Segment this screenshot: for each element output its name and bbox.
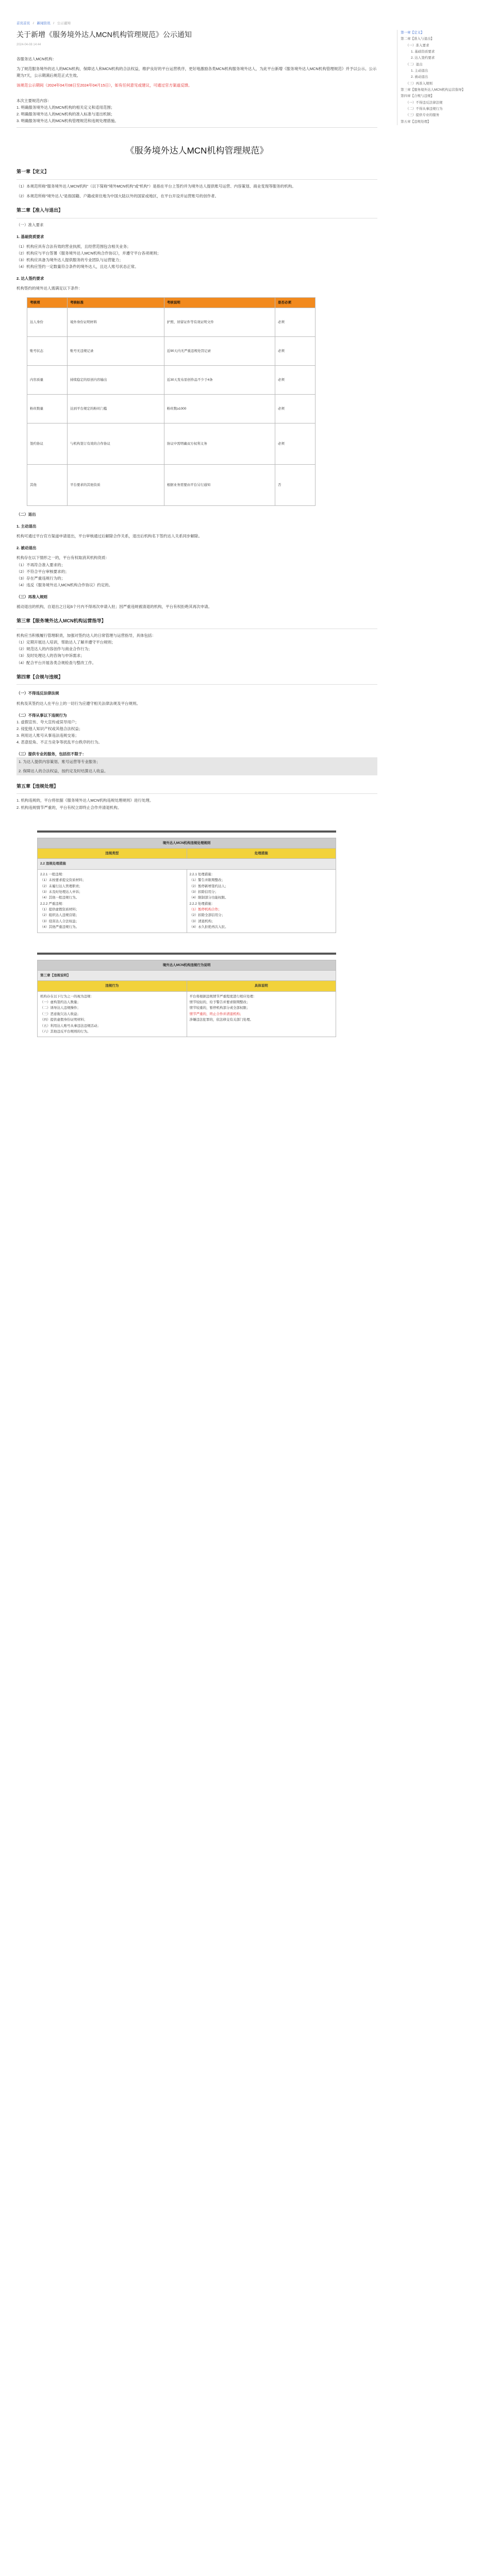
chapter-paragraph: 机构签约的境外达人需满足以下条件：: [16, 286, 82, 291]
table-section-label: 第三章【违规说明】: [38, 970, 336, 980]
table-cell-line: （1）未按要求提交资质材料；: [40, 878, 86, 883]
chapter-paragraph: 1. 机构违规的，平台将依据《服务境外达人MCN机构违规处理规则》进行处理。: [16, 798, 154, 803]
list-item: （4）违反《服务境外达人MCN机构合作协议》约定的。: [16, 582, 113, 587]
subsection-heading: 2. 被动退出: [16, 546, 37, 551]
toc-item[interactable]: 1. 基础资质要求: [411, 50, 435, 54]
list-item: （3）机构应具备为境外达人提供服务的专业团队与运营能力；: [16, 258, 123, 263]
table-cell: 近30天发布原创作品不少于4条: [164, 365, 275, 394]
table-cell: 其他: [27, 464, 68, 505]
table-section-label: 2.2 违规处理措施: [38, 859, 336, 869]
table-header: 考核标准: [68, 297, 164, 308]
table-header: 违规行为: [38, 981, 187, 991]
intro-paragraph: 为了规范服务境外的达人的MCN机构，保障达人和MCN机构的合法权益，维护良好的平台运营秩序，更好地激励各类MCN机构服务境外达人，为此平台新增《服务境外达人MCN机构管理规范》并予以公示。公示期为7天，公示期满后规范正式生效。: [16, 66, 377, 78]
list-item: （1）不再符合准入要求的；: [16, 562, 65, 567]
list-item: 2. 侵犯他人知识产权或其他合法权益；: [16, 726, 83, 731]
divider-bar: [37, 953, 336, 955]
table-row: [38, 869, 336, 933]
table-row: [27, 308, 316, 336]
table-cell-line: 2.2.2 严重违规：: [40, 902, 65, 906]
table-header: 考核说明: [164, 297, 275, 308]
divider: [16, 127, 377, 128]
table-cell-line: （3）扣除信用分；: [189, 890, 219, 894]
breadcrumb-current: 公示通知: [57, 22, 71, 25]
table-cell: 必须: [275, 423, 315, 464]
divider-bar: [37, 831, 336, 833]
toc-item[interactable]: 第一章【定义】: [401, 31, 424, 35]
table-cell-line: （4）限制部分功能权限。: [189, 896, 228, 900]
table-cell: 近90天内无严重违规处罚记录: [164, 336, 275, 365]
table-cell-line: （一）虚构签约达人数量；: [40, 1001, 80, 1005]
section-heading: （一）准入要求: [16, 222, 44, 227]
table-cell-line: （1）警告并限期整改；: [189, 878, 225, 883]
list-item: （2）机构应与平台签署《服务境外达人MCN机构合作协议》，并遵守平台各项规则；: [16, 250, 161, 256]
list-item: （3）存在严重违规行为的；: [16, 575, 65, 581]
table-cell: 必须: [275, 308, 315, 336]
doc-title: 《服务境外达人MCN机构管理规范》: [125, 146, 269, 156]
table-cell: 护照、居留证件等有效证明文件: [164, 308, 275, 336]
table-header: 处理措施: [187, 849, 336, 859]
intro-summary-item: 2. 明确服务境外达人的MCN机构的准入标准与退出机制；: [16, 111, 115, 116]
table-cell-line: （二）诱导达人违规操作；: [40, 1006, 80, 1010]
toc-item[interactable]: 第五章【违规处理】: [401, 120, 431, 124]
chapter-paragraph: （1）本规范所称"服务境外达人MCN机构"（以下简称"境外MCN机构"或"机构"）是指在平台上签约并为境外达人提供账号运营、内容策划、商业变现等服务的机构。: [16, 183, 296, 189]
table-header: 具体说明: [187, 981, 336, 991]
table-cell-line: 涉嫌违法犯罪的，依法移交有关部门处理。: [189, 1018, 253, 1022]
list-item: （3）及时处理达人的咨询与申诉需求；: [16, 653, 85, 658]
table-header: 违规类型: [38, 849, 187, 859]
intro-notice: 该规范公示期间（2024年04月08日至2024年04月15日），如有任何意见或建议，可通过官方渠道反馈。: [16, 83, 192, 88]
chapter-paragraph: 被动退出的机构，自退出之日起6个月内不得再次申请入驻；因严重违规被清退的机构，平台有权拒绝其再次申请。: [16, 604, 212, 609]
chapter-paragraph: 机构存在以下情形之一的，平台有权取消其机构资质：: [16, 555, 109, 561]
table-row: [27, 394, 316, 423]
chapter-heading: 第二章【准入与退出】: [16, 207, 63, 213]
toc-item[interactable]: 2. 达人签约要求: [411, 56, 435, 60]
toc-item[interactable]: 第四章【合规与违规】: [401, 94, 434, 98]
table-row: [27, 423, 316, 464]
table-cell-line: （4）永久拒绝再次入驻。: [189, 925, 228, 929]
toc-item[interactable]: （一）不得违反法律法规: [406, 100, 443, 105]
publish-date: 2024-04-08 14:44: [16, 43, 41, 46]
table-cell: 必须: [275, 394, 315, 423]
main-content: [16, 30, 377, 1042]
table-cell: 持续稳定的原创内容输出: [68, 365, 164, 394]
breadcrumb-sep: /: [32, 22, 34, 25]
table-cell: 境外身份证明材料: [68, 308, 164, 336]
table-cell: 粉丝数量: [27, 394, 68, 423]
table-cell: 账号无违规记录: [68, 336, 164, 365]
section-heading: （二）退出: [16, 512, 36, 517]
table-header: 是否必须: [275, 297, 315, 308]
table-cell-line: （3）清退机构；: [189, 919, 215, 923]
toc-item[interactable]: （一）准入要求: [406, 43, 429, 47]
table-cell: 协议中需明确双方权利义务: [164, 423, 275, 464]
intro-summary-item: 1. 明确服务境外达人的MCN机构的相关定义和适用范围；: [16, 105, 115, 110]
intro-greeting: 各服务达人MCN机构：: [16, 57, 57, 62]
breadcrumb-section[interactable]: 新闻资讯: [37, 22, 51, 25]
toc-item[interactable]: 第三章【服务境外达人MCN机构运营指导】: [401, 88, 466, 92]
table-cell: 与机构签订有效的合作协议: [68, 423, 164, 464]
table-cell-line: 情节较轻的，给予警告并要求限期整改；: [189, 1001, 250, 1005]
subsection-heading: （三）提供专业的服务，包括但不限于：: [16, 752, 86, 757]
chapter-paragraph: 2. 机构违规情节严重的，平台有权立即终止合作并清退机构。: [16, 805, 122, 810]
table-cell: 签约协议: [27, 423, 68, 464]
subsection-heading: （二）不得从事以下违规行为: [16, 713, 67, 718]
table-cell: 根据业务需要由平台另行通知: [164, 464, 275, 505]
table-cell: 必须: [275, 365, 315, 394]
divider: [16, 684, 377, 685]
violation-handling-table: [37, 838, 336, 933]
table-cell: 达到平台规定的粉丝门槛: [68, 394, 164, 423]
table-cell-line: （2）组织达人违规营销；: [40, 913, 79, 918]
list-item: （2）不符合平台审核要求的；: [16, 569, 69, 574]
list-item: （4）机构应签约一定数量符合条件的境外达人，且达人账号状态正常。: [16, 264, 139, 269]
table-of-contents: [397, 30, 490, 125]
table-row: [27, 464, 316, 505]
table-cell: 达人身份: [27, 308, 68, 336]
page-title: 关于新增《服务境外达人MCN机构管理规范》公示通知: [16, 30, 192, 39]
intro-summary-label: 本次主要规范内容：: [16, 98, 52, 103]
chapter-heading: 第四章【合规与违规】: [16, 674, 63, 680]
list-item: （1）机构应具有合法有效的营业执照，且经营范围包含相关业务；: [16, 244, 131, 249]
breadcrumb: [16, 21, 73, 26]
list-item: 1. 虚假宣传、夸大宣传或误导用户；: [16, 719, 79, 724]
table-cell-line: （五）利用达人账号从事违法违规活动；: [40, 1024, 101, 1028]
table-cell-line: （2）扣除全部信用分；: [189, 913, 225, 918]
chapter-heading: 第三章【服务境外达人MCN机构运营指导】: [16, 618, 106, 624]
subsection-heading: （一）不得违反法律法规: [16, 691, 59, 696]
table-row: [38, 991, 336, 1037]
list-item: （2）规范达人的内容创作与商业合作行为；: [16, 647, 92, 652]
subsection-heading: 1. 基础资质要求: [16, 234, 44, 239]
list-item: （4）配合平台开展各类合规检查与整改工作。: [16, 660, 96, 665]
list-item: （1）定期开展达人培训，帮助达人了解并遵守平台规则；: [16, 640, 115, 645]
table-cell: 平台要求的其他资质: [68, 464, 164, 505]
table-cell: 否: [275, 464, 315, 505]
table-cell-line: 机构存在以下行为之一的视为违规：: [40, 994, 94, 998]
subsection-heading: 2. 达人签约要求: [16, 276, 44, 281]
table-cell-line: （3）侵害达人合法权益；: [40, 919, 79, 923]
list-item: 3. 利用达人账号从事违法违规交易；: [16, 733, 79, 738]
table-cell-line: （2）未履行达人管理职责；: [40, 884, 82, 888]
table-caption: 境外达人MCN机构违规行为说明: [38, 960, 336, 970]
chapter-paragraph: 机构及其签约达人在平台上的一切行为应遵守相关法律法规及平台规则。: [16, 701, 140, 706]
list-item: 1. 为达人提供内容策划、账号运营等专业服务；: [16, 757, 377, 766]
chapter-paragraph: 机构可通过平台官方渠道申请退出，平台审核通过后解除合作关系，退出后机构名下签约达人关系同步解除。: [16, 534, 202, 539]
table-cell-line: 2.2.1 处理措施：: [189, 872, 215, 876]
requirements-table: [27, 297, 316, 506]
table-cell-line: （1）提供虚假资质材料；: [40, 908, 79, 912]
table-row: [27, 336, 316, 365]
table-cell-line: （三）恶意拖欠达人收益；: [40, 1012, 80, 1016]
table-cell-line: 平台将根据违规情节严重程度进行相应处理：: [189, 994, 257, 998]
violation-description-table: [37, 960, 336, 1038]
table-cell: 账号状态: [27, 336, 68, 365]
table-cell: 必须: [275, 336, 315, 365]
chapter-paragraph: （2）本规范所称"境外达人"是指国籍、户籍或常住地为中国大陆以外的国家或地区，在平台开设并运营账号的创作者。: [16, 193, 219, 198]
table-cell-line: （4）其他一般违规行为。: [40, 896, 79, 900]
table-caption: 境外达人MCN机构违规处理规则: [38, 838, 336, 848]
divider: [16, 179, 377, 180]
table-cell-line: 2.2.1 一般违规：: [40, 872, 65, 876]
table-cell-line: （四）提供虚假身份证明材料；: [40, 1018, 87, 1022]
table-cell: 内容质量: [27, 365, 68, 394]
table-row: [27, 365, 316, 394]
breadcrumb-home[interactable]: 首页首页: [16, 22, 30, 25]
table-cell-line: （六）其他违反平台规则的行为。: [40, 1029, 91, 1033]
breadcrumb-sep: /: [53, 22, 55, 25]
subsection-heading: 1. 主动退出: [16, 524, 37, 529]
toc-item[interactable]: （二）退出: [406, 62, 423, 66]
divider: [16, 793, 377, 794]
table-cell-line: （4）其他严重违规行为。: [40, 925, 79, 929]
toc-item[interactable]: 1. 主动退出: [411, 69, 428, 73]
list-item: 2. 保障达人的合法权益，按约定及时结算达人收益。: [16, 767, 377, 775]
list-item: 4. 恶意挖角、不正当竞争等扰乱平台秩序的行为。: [16, 740, 102, 745]
toc-item[interactable]: （三）再准入规则: [406, 81, 433, 86]
table-cell-line: 情节较重的，暂停机构部分或全部权限；: [189, 1006, 250, 1010]
table-cell-line: （3）未及时处理达人申诉；: [40, 890, 82, 894]
toc-item[interactable]: 第二章【准入与退出】: [401, 37, 434, 41]
intro-summary-item: 3. 明确服务境外达人的MCN机构管理规范和违规处理措施。: [16, 118, 119, 123]
table-cell-line: （2）暂停新增签约达人；: [189, 884, 228, 888]
toc-item[interactable]: （三）提供专业的服务: [406, 113, 439, 117]
chapter-paragraph: 机构应当积极履行管理职责，加强对签约达人的日常管理与运营指导，具体包括：: [16, 633, 156, 638]
chapter-heading: 第一章【定义】: [16, 168, 49, 174]
table-cell: 粉丝数≥1000: [164, 394, 275, 423]
table-cell-line: 情节严重的，终止合作并清退机构；: [189, 1012, 243, 1016]
table-cell-line: （1）暂停机构合作；: [189, 908, 222, 912]
table-cell-line: 2.2.2 处理措施：: [189, 902, 215, 906]
chapter-heading: 第五章【违规处理】: [16, 783, 59, 789]
table-header: 考核项: [27, 297, 68, 308]
subsection-heading: （三）再准入规则: [16, 595, 47, 600]
toc-item[interactable]: （二）不得从事违规行为: [406, 107, 443, 111]
toc-item[interactable]: 2. 被动退出: [411, 75, 428, 79]
